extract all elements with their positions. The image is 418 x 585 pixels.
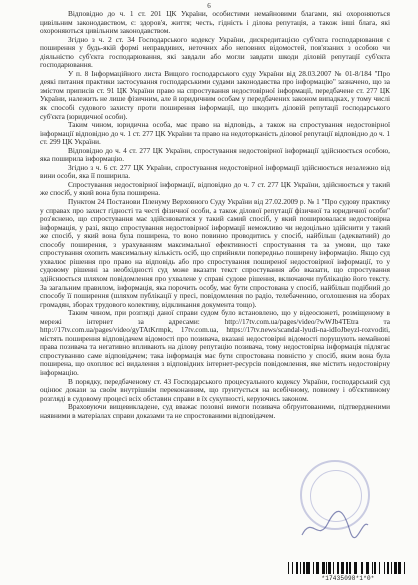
- paragraph: Таким чином, юридична особа, має право на відповідь, а також на спростування недостовірної інформації відповідно до ч. 1 ст. 277 ЦК України та право на недоторканість ділової репутації відповідно до ч. 1 ст. 299 ЦК України.: [40, 120, 390, 147]
- paragraph: Згідно з ч. 6 ст. 277 ЦК України, спростування недостовірної інформації здійснюється незалежно від вини особи, яка її поширила.: [40, 162, 390, 181]
- paragraph: В порядку, передбаченому ст. 43 Господарського процесуального кодексу України, господарський суд оцінює докази за своїм внутрішнім переконанням, що ґрунтується на всебічному, повному і об'єктивному розгляді в судовому процесі всіх обставин справи в їх сукупності, керуючись законом.: [40, 376, 390, 403]
- document-body: [40, 10, 390, 420]
- barcode-bars-icon: [288, 562, 408, 574]
- page-number: 6: [207, 2, 211, 10]
- paragraph: У п. 8 Інформаційного листа Вищого господарського суду України від 28.03.2007 № 01-8/184 "Про деякі питання практики застосування господарськими судами законодавства про інформацію" зазначено, що за змістом приписів ст. 91 ЦК України право на спростування недостовірної інформації, передбачене ст. 277 ЦК України, належить не лише фізичним, але й юридичним особам у передбачених законом випадках, у тому числі як способі судового захисту проти поширення інформації, що шкодить діловій репутації господарського суб'єкта (юридичної особи).: [40, 68, 390, 121]
- paragraph: Враховуючи вищевикладене, суд вважає позовні вимоги позивача обґрунтованими, підтвердженими наявними в матеріалах справи доказами та не спростованими відповідачем.: [40, 402, 390, 420]
- paragraph: Відповідно до ч. 1 ст. 201 ЦК України, особистими немайновими благами, які охороняються цивільним законодавством, є: здоров'я, життя; честь, гідність і ділова репутація, а також інші блага, які охороняються цивільним законодавством.: [40, 9, 390, 36]
- paragraph: Відповідно до ч. 4 ст. 277 ЦК України, спростування недостовірної інформації здійснюється особою, яка поширила інформацію.: [40, 145, 390, 164]
- paragraph: Спростування недостовірної інформації, відповідно до ч. 7 ст. 277 ЦК України, здійснюється у такий же спосіб, у який вона була поширена.: [40, 179, 390, 198]
- barcode-bar: [405, 562, 407, 574]
- signature-icon: [300, 505, 370, 545]
- paragraph: Таким чином, при розгляді даної справи судом було встановлено, що у відеосюжеті, розміщеному в мережі інтернет за адресами: http://17tv.com.ua/pages/video/?wWJb4TEtra та http://17tv.com.ua/pages/video/gyTAtKrmpk, 17tv.com.ua, https://17tv.news/scandal-lyudi-na-idIoJbeyzl-rozvoditi, містять поширення відповідачем відомості про позивача, вказані недостовірні відомості порушують немайнові права позивача та негативно впливають на ділову репутацію позивача, тому недостовірна інформація підлягає спростуванню саме відповідачем; така інформація має бути спростована повністю у спосіб, яким вона була поширена, що охоплює всі видалення з відповідних інтернет-ресурсів повідомлення, яке містить недостовірну інформацію.: [40, 308, 390, 377]
- paragraph: Згідно з ч. 2 ст. 34 Господарського кодексу України, дискредитацією суб'єкта господарювання є поширення у будь-якій формі неправдивих, неточних або неповних відомостей, пов'язаних з особою чи діяльністю суб'єкта господарювання, які завдали або могли завдати шкоди діловій репутації суб'єкта господарювання.: [40, 34, 390, 70]
- paragraph: Пунктом 24 Постанови Пленуму Верховного Суду України від 27.02.2009 р. № 1 "Про судову практику у справах про захист гідності та честі фізичної особи, а також ділової репутації фізичної та юридичної особи" роз'яснено, що спростування має здійснюватися у такий самий спосіб, у який поширювалася недостовірна інформація, у разі, якщо спростування недостовірної інформації неможливо чи недоцільно здійснити у такий же спосіб, у який вона була поширена, то воно повинно проводитись у спосіб, найбільш (адекватний) до способу поширення, з урахуванням максимальної ефективності спростування та за умови, що таке спростування охопить максимальну кількість осіб, що сприйняли попередньо поширену інформацію. Якщо суд ухвалює рішення про право на відповідь або про спростування поширеної недостовірної інформації, то у судовому рішенні за необхідності суд може вказати текст спростування або вказати, що спростування здійснюється шляхом повідомлення про ухвалене у справі судове рішення, включаючи публікацію його тексту. За загальним правилом, інформація, яка порочить особу, має бути спростована у спосіб, найбільш подібний до способу її поширення (шляхом публікації у пресі, повідомлення по радіо, телебаченню, оголошення на зборах громадян, зборах трудового колективу, відкликання документа тощо).: [40, 197, 390, 309]
- barcode-text: *17435098*1*0*: [321, 575, 375, 582]
- barcode: [288, 562, 408, 584]
